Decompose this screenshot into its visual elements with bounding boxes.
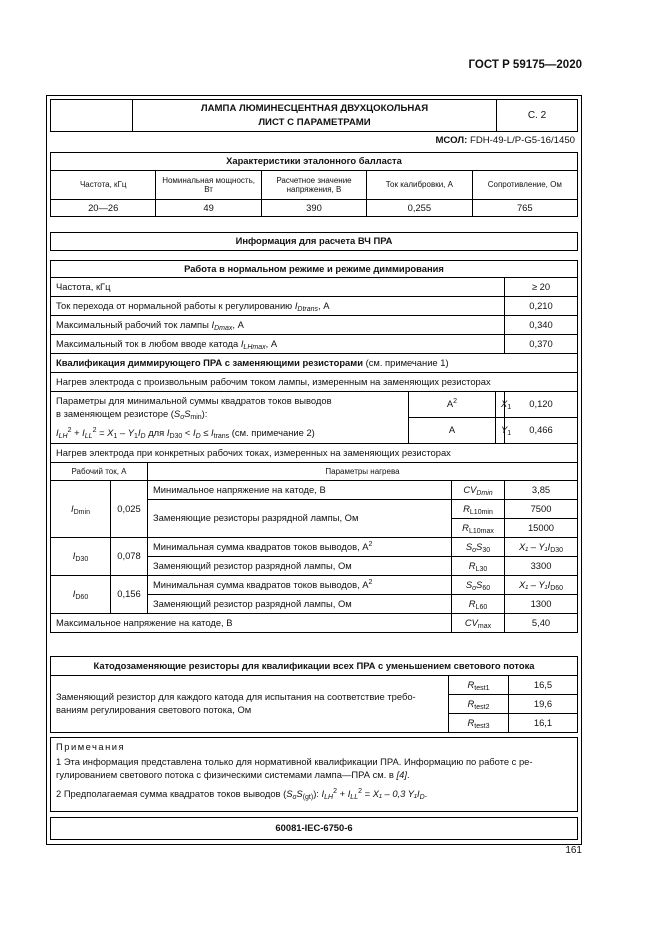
normal-row-frequency: Частота, кГц — [51, 278, 505, 297]
ref-value-0: 20—26 — [51, 200, 156, 217]
ref-value-3: 0,255 — [367, 200, 472, 217]
parameter-sheet-frame — [46, 95, 582, 845]
col-header-current: Рабочий ток, А — [51, 463, 148, 481]
cathode-sym-test2: $R_{test2}$ — [449, 695, 509, 714]
cathode-sym-test1: $R_{test1}$ — [449, 676, 509, 695]
cathode-resistors-table — [50, 656, 578, 733]
note-2: 2 Предполагаемая сумма квадратов токов выводов $(S_oS_{(gt)})$: $I_{LH}^2 + I_{LL}^2 = X_1 - 0,3$ $Y_1I_D$. — [56, 788, 428, 802]
ref-header-0: Частота, кГц — [51, 171, 156, 200]
normal-row-transition-current: Ток перехода от нормальной работы к регулированию $I_{Dtrans}$, А — [51, 297, 505, 316]
d30-row-resistor: Заменяющий резистор разрядной лампы, Ом — [148, 557, 452, 576]
cathode-value-test3: 16,1 — [509, 714, 578, 733]
dmin-value-r10min: 7500 — [505, 500, 578, 519]
title-line1: ЛАМПА ЛЮМИНЕСЦЕНТНАЯ ДВУХЦОКОЛЬНАЯ — [200, 103, 429, 115]
dmin-row-min-voltage: Минимальное напряжение на катоде, В — [148, 481, 452, 500]
params-description: Параметры для минимальной суммы квадратов токов выводов в заменяющем резисторе $(S_oS_{min})$: $I_{LH}^2 + I_{LL}^2 = X_1 - Y_1I_D$ для $I_{D30} < I_D \le I_{trans}$ (см. примечание 2) — [51, 392, 409, 444]
ref-value-2: 390 — [261, 200, 366, 217]
heating-specific-current: Нагрев электрода при конкретных рабочих токах, измеренных на заменяющих резисторах — [51, 444, 578, 463]
note-1: 1 Эта информация представлена только для нормативной квалификации ПРА. Информацию по работе с ре- гулированием светового потока с физическими системами лампа—ПРА см. в [4]. — [56, 755, 533, 780]
cathode-title: Катодозаменяющие резисторы для квалификации всех ПРА с уменьшением светового потока — [51, 657, 578, 676]
normal-mode-title: Работа в нормальном режиме и режиме диммирования — [51, 261, 578, 278]
d60-sym-resistor: $R_{L60}$ — [452, 595, 505, 614]
group-d60-symbol: $I_{D60}$ — [51, 576, 111, 614]
footer-code-box — [50, 817, 578, 840]
normal-row-max-lamp-current: Максимальный рабочий ток лампы $I_{Dmax}$, А — [51, 316, 505, 335]
coef-y1-unit: А — [409, 418, 496, 444]
dmin-value-r10max: 15000 — [505, 519, 578, 538]
d30-value-resistor: 3300 — [505, 557, 578, 576]
ref-header-2: Расчетное значение напряжения, В — [261, 171, 366, 200]
notes-title: Примечания — [56, 741, 126, 752]
ref-header-3: Ток калибровки, А — [367, 171, 472, 200]
dimming-qualification-title: Квалификация диммирующего ПРА с заменяющими резисторами (см. примечание 1) — [51, 354, 578, 373]
dmin-sym-r10max: $R_{L10max}$ — [452, 519, 505, 538]
normal-row-max-cathode-current: Максимальный ток в любом вводе катода $I_{LHmax}$, А — [51, 335, 505, 354]
cathode-sym-test3: $R_{test3}$ — [449, 714, 509, 733]
dmin-row-resistors: Заменяющие резисторы разрядной лампы, Ом — [148, 500, 452, 538]
normal-value-transition-current: 0,210 — [505, 297, 578, 316]
d60-row-resistor: Заменяющий резистор разрядной лампы, Ом — [148, 595, 452, 614]
reference-ballast-table — [50, 152, 578, 217]
coef-x1-symbol: $X_1$ — [496, 392, 505, 418]
sheet-number: С. 2 — [497, 100, 578, 132]
d30-row-sum-squares: Минимальная сумма квадратов токов выводов, $А^2$ — [148, 538, 452, 557]
ref-value-1: 49 — [156, 200, 261, 217]
group-dmin-symbol: $I_{Dmin}$ — [51, 481, 111, 538]
hf-info-title-box — [50, 232, 578, 251]
coef-x1-unit: $А^2$ — [409, 392, 496, 418]
d30-sym-sum-squares: $S_oS_{30}$ — [452, 538, 505, 557]
params-formula: $I_{LH}^2 + I_{LL}^2 = X_1 - Y_1I_D$ для $I_{D30} < I_D \le I_{trans}$ (см. примечание 2) — [56, 426, 315, 440]
dmin-sym-min-voltage: $CV_{Dmin}$ — [452, 481, 505, 500]
group-dmin-current: 0,025 — [111, 481, 148, 538]
normal-value-frequency: ≥ 20 — [505, 278, 578, 297]
mcol-code — [435, 135, 575, 146]
dimming-table — [50, 260, 578, 633]
d60-sym-sum-squares: $S_oS_{60}$ — [452, 576, 505, 595]
d60-value-sum-squares: $X_1 - Y_1I_{D60}$ — [505, 576, 578, 595]
mcol-value: FDH-49-L/P-G5-16/1450 — [469, 135, 575, 146]
d30-sym-resistor: $R_{L30}$ — [452, 557, 505, 576]
col-header-params: Параметры нагрева — [148, 463, 578, 481]
dmin-value-min-voltage: 3,85 — [505, 481, 578, 500]
notes-box — [50, 737, 578, 812]
group-d30-current: 0,078 — [111, 538, 148, 576]
coef-y1-symbol: $Y_1$ — [496, 418, 505, 444]
coef-y1-value: 0,466 — [505, 418, 578, 444]
mcol-label: МСОЛ: — [435, 135, 468, 146]
cathode-value-test2: 19,6 — [509, 695, 578, 714]
normal-value-max-lamp-current: 0,340 — [505, 316, 578, 335]
page-number: 161 — [565, 845, 582, 856]
ref-header-4: Сопротивление, Ом — [472, 171, 577, 200]
max-cathode-voltage-value: 5,40 — [505, 614, 578, 633]
max-cathode-voltage-symbol: $CV_{max}$ — [452, 614, 505, 633]
title-block — [50, 99, 578, 132]
d60-value-resistor: 1300 — [505, 595, 578, 614]
ref-ballast-title: Характеристики эталонного балласта — [51, 153, 578, 171]
group-d60-current: 0,156 — [111, 576, 148, 614]
cathode-description: Заменяющий резистор для каждого катода для испытания на соответствие требо- ваниям регулирования светового потока, Ом — [51, 676, 449, 733]
dmin-sym-r10min: $R_{L10min}$ — [452, 500, 505, 519]
footer-code: 60081-IEC-6750-6 — [51, 818, 578, 840]
cathode-value-test1: 16,5 — [509, 676, 578, 695]
group-d30-symbol: $I_{D30}$ — [51, 538, 111, 576]
max-cathode-voltage: Максимальное напряжение на катоде, В — [51, 614, 452, 633]
ref-header-1: Номинальная мощность, Вт — [156, 171, 261, 200]
title-line2: ЛИСТ С ПАРАМЕТРАМИ — [258, 116, 371, 128]
standard-number: ГОСТ Р 59175—2020 — [468, 59, 582, 71]
hf-info-title: Информация для расчета ВЧ ПРА — [51, 233, 578, 251]
heating-any-current: Нагрев электрода с произвольным рабочим током лампы, измеренным на заменяющих резисторах — [51, 373, 578, 392]
coef-x1-value: 0,120 — [505, 392, 578, 418]
d30-value-sum-squares: $X_1 - Y_1I_{D30}$ — [505, 538, 578, 557]
normal-value-max-cathode-current: 0,370 — [505, 335, 578, 354]
ref-value-4: 765 — [472, 200, 577, 217]
d60-row-sum-squares: Минимальная сумма квадратов токов выводов, $А^2$ — [148, 576, 452, 595]
